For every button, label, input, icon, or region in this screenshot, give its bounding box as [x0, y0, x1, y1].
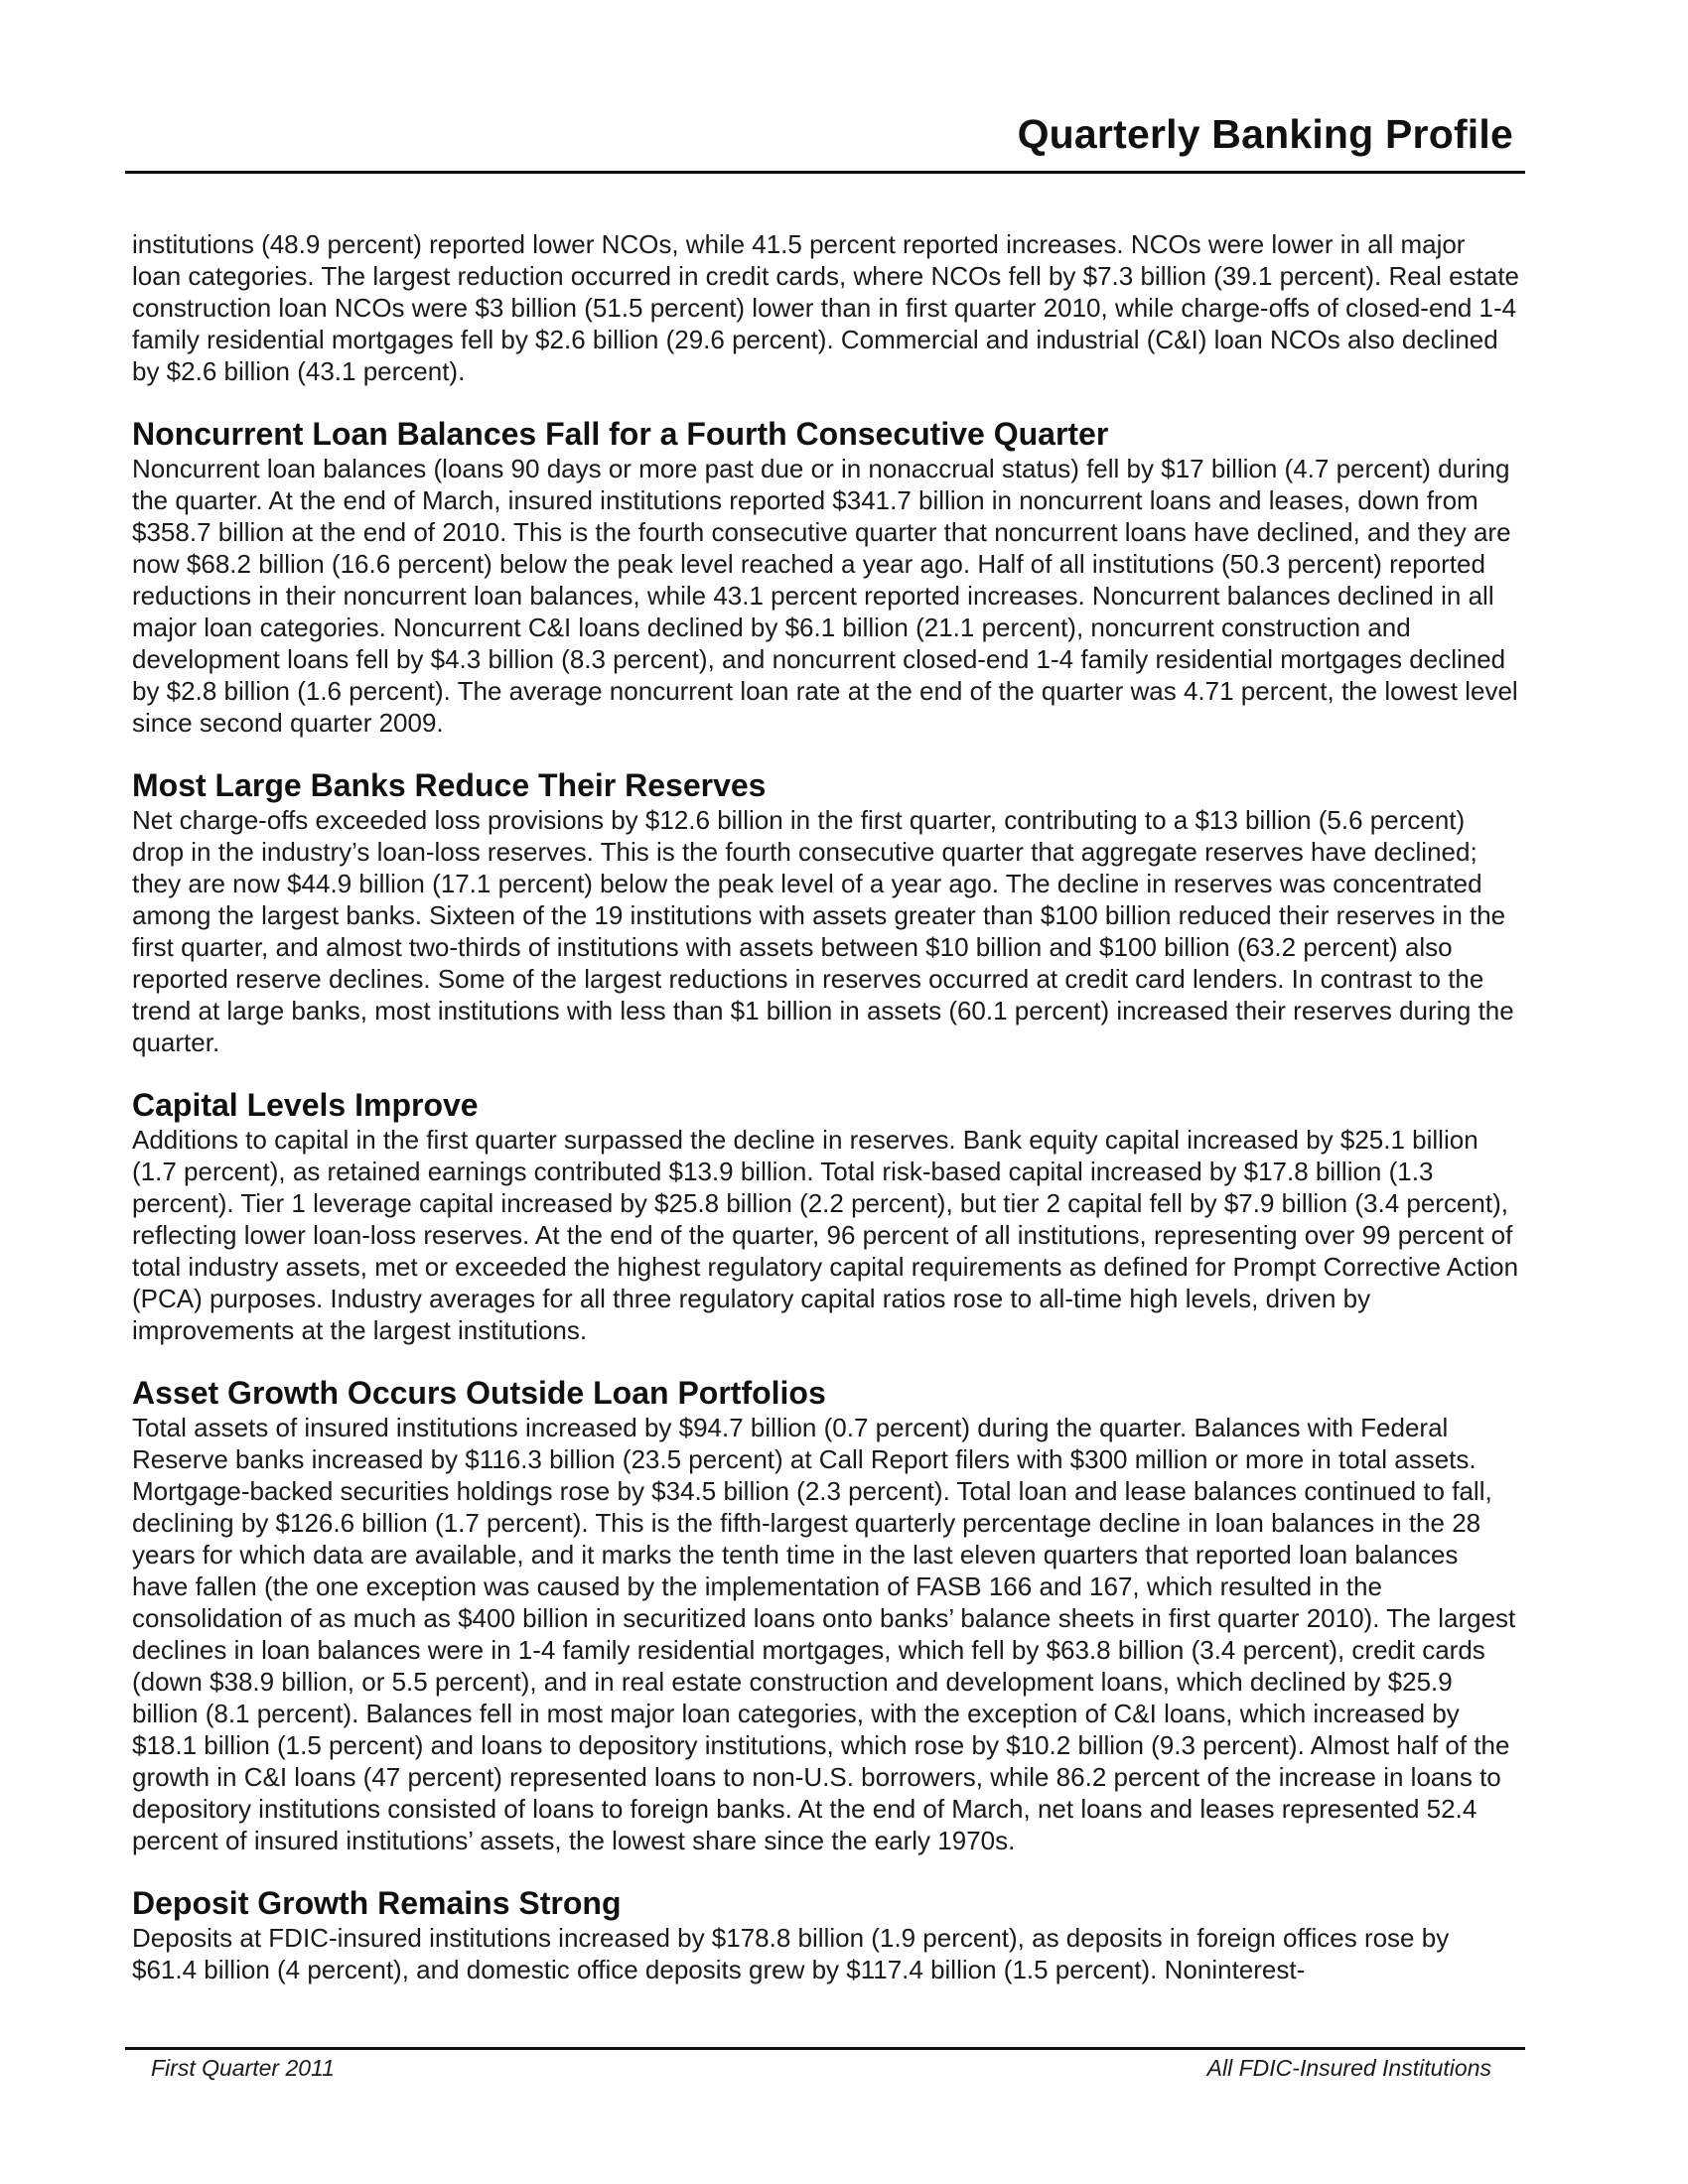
- section-paragraph: Noncurrent loan balances (loans 90 days or more past due or in nonaccrual status) fell by $17 billion (4.7 percent) during the quarter. At the end of March, insured institutions reported $341.7 billion in noncurrent loans and leases, down from $358.7 billion at the end of 2010. This is the fourth consecutive quarter that noncurrent loans have declined, and they are now $68.2 billion (16.6 percent) below the peak level reached a year ago. Half of all institutions (50.3 percent) reported reductions in their noncurrent loan balances, while 43.1 percent reported increases. Noncurrent balances declined in all major loan categories. Noncurrent C&I loans declined by $6.1 billion (21.1 percent), noncurrent construction and development loans fell by $4.3 billion (8.3 percent), and noncurrent closed-end 1-4 family residential mortgages declined by $2.8 billion (1.6 percent). The average noncurrent loan rate at the end of the quarter was 4.71 percent, the lowest level since second quarter 2009.: [132, 454, 1518, 738]
- section-reserves: [132, 766, 1520, 1058]
- intro-paragraph: institutions (48.9 percent) reported lower NCOs, while 41.5 percent reported increases. NCOs were lower in all major loan categories. The largest reduction occurred in credit cards, where NCOs fell by $7.3 billion (39.1 percent). Real estate construction loan NCOs were $3 billion (51.5 percent) lower than in first quarter 2010, while charge-offs of closed-end 1-4 family residential mortgages fell by $2.6 billion (29.6 percent). Commercial and industrial (C&I) loan NCOs also declined by $2.6 billion (43.1 percent).: [132, 229, 1520, 386]
- article-body: [132, 228, 1520, 1985]
- section-heading: Most Large Banks Reduce Their Reserves: [132, 767, 767, 803]
- section-deposit-growth: [132, 1884, 1520, 1985]
- section-heading: Asset Growth Occurs Outside Loan Portfolios: [132, 1375, 826, 1411]
- header-divider: [125, 171, 1525, 174]
- section-paragraph: Net charge-offs exceeded loss provisions by $12.6 billion in the first quarter, contributing to a $13 billion (5.6 percent) drop in the industry’s loan-loss reserves. This is the fourth consecutive quarter that aggregate reserves have declined; they are now $44.9 billion (17.1 percent) below the peak level of a year ago. The decline in reserves was concentrated among the largest banks. Sixteen of the 19 institutions with assets greater than $100 billion reduced their reserves in the first quarter, and almost two-thirds of institutions with assets between $10 billion and $100 billion (63.2 percent) also reported reserve declines. Some of the largest reductions in reserves occurred at credit card lenders. In contrast to the trend at large banks, most institutions with less than $1 billion in assets (60.1 percent) increased their reserves during the quarter.: [132, 805, 1514, 1057]
- section-noncurrent-loans: [132, 415, 1520, 739]
- section-capital: [132, 1086, 1520, 1346]
- section-heading: Noncurrent Loan Balances Fall for a Fourth Consecutive Quarter: [132, 416, 1109, 452]
- section-paragraph: Deposits at FDIC-insured institutions increased by $178.8 billion (1.9 percent), as deposits in foreign offices rose by $61.4 billion (4 percent), and domestic office deposits grew by $117.4 billion (1.5 percent). Noninterest-: [132, 1923, 1450, 1984]
- footer-period: First Quarter 2011: [151, 2055, 335, 2081]
- footer-divider: [125, 2047, 1525, 2050]
- section-asset-growth: [132, 1374, 1520, 1856]
- section-paragraph: Additions to capital in the first quarter surpassed the decline in reserves. Bank equity capital increased by $25.1 billion (1.7 percent), as retained earnings contributed $13.9 billion. Total risk-based capital increased by $17.8 billion (1.3 percent). Tier 1 leverage capital increased by $25.8 billion (2.2 percent), but tier 2 capital fell by $7.9 billion (3.4 percent), reflecting lower loan-loss reserves. At the end of the quarter, 96 percent of all institutions, representing over 99 percent of total industry assets, met or exceeded the highest regulatory capital requirements as defined for Prompt Corrective Action (PCA) purposes. Industry averages for all three regulatory capital ratios rose to all-time high levels, driven by improvements at the largest institutions.: [132, 1125, 1519, 1345]
- section-heading: Capital Levels Improve: [132, 1087, 479, 1123]
- section-heading: Deposit Growth Remains Strong: [132, 1885, 622, 1921]
- page-title: Quarterly Banking Profile: [1017, 111, 1513, 157]
- footer-scope: All FDIC-Insured Institutions: [1206, 2055, 1491, 2081]
- section-paragraph: Total assets of insured institutions increased by $94.7 billion (0.7 percent) during the quarter. Balances with Federal Reserve banks increased by $116.3 billion (23.5 percent) at Call Report filers with $300 million or more in total assets. Mortgage-backed securities holdings rose by $34.5 billion (2.3 percent). Total loan and lease balances continued to fall, declining by $126.6 billion (1.7 percent). This is the fifth-largest quarterly percentage decline in loan balances in the 28 years for which data are available, and it marks the tenth time in the last eleven quarters that reported loan balances have fallen (the one exception was caused by the implementation of FASB 166 and 167, which resulted in the consolidation of as much as $400 billion in securitized loans onto banks’ balance sheets in first quarter 2010). The largest declines in loan balances were in 1-4 family residential mortgages, which fell by $63.8 billion (3.4 percent), credit cards (down $38.9 billion, or 5.5 percent), and in real estate construction and development loans, which declined by $25.9 billion (8.1 percent). Balances fell in most major loan categories, with the exception of C&I loans, which increased by $18.1 billion (1.5 percent) and loans to depository institutions, which rose by $10.2 billion (9.3 percent). Almost half of the growth in C&I loans (47 percent) represented loans to non-U.S. borrowers, while 86.2 percent of the increase in loans to depository institutions consisted of loans to foreign banks. At the end of March, net loans and leases represented 52.4 percent of insured institutions’ assets, the lowest share since the early 1970s.: [132, 1413, 1516, 1855]
